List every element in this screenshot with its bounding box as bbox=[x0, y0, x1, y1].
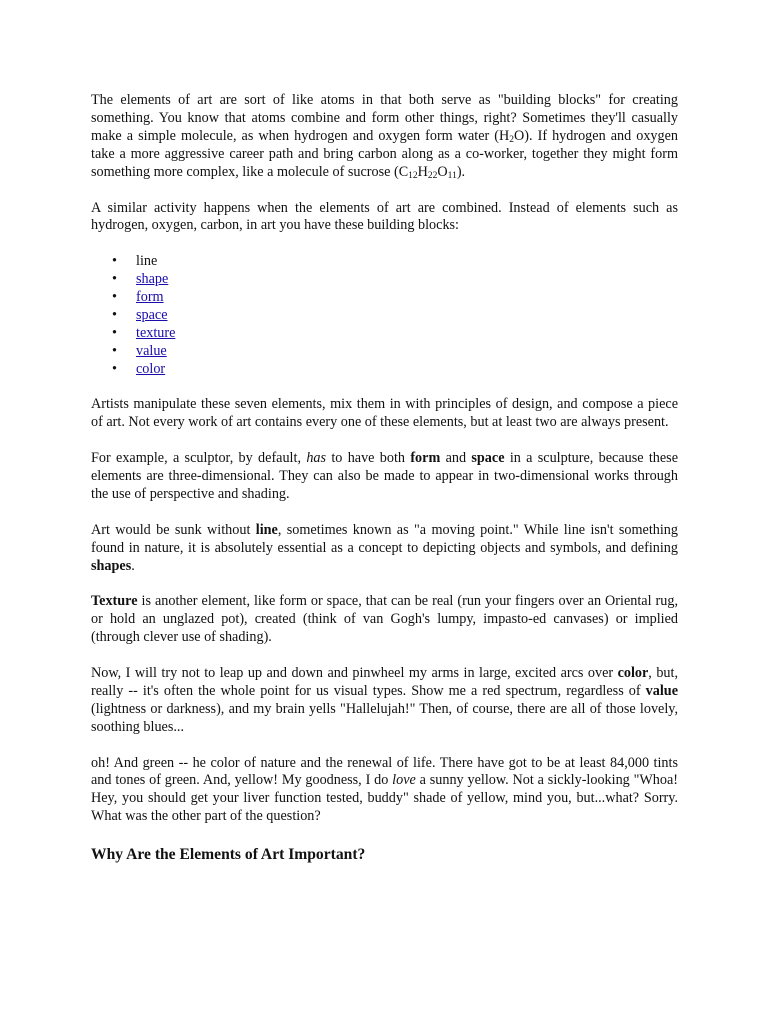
paragraph-line bbox=[91, 522, 678, 576]
paragraph-similar-activity: A similar activity happens when the elements of art are combined. Instead of elements such as hydrogen, oxygen, carbon, in art you have these building blocks: bbox=[91, 199, 678, 234]
paragraph-line-text-a: Art would be sunk without bbox=[91, 521, 256, 538]
list-item-line bbox=[136, 253, 678, 271]
list-item-line-label: line bbox=[136, 253, 158, 270]
paragraph-color-text-b: , but, really -- it's often the whole point for us visual types. Show me a red spectrum, regardless of bbox=[91, 665, 678, 699]
list-item-form bbox=[136, 289, 678, 307]
bold-space: space bbox=[471, 450, 505, 467]
paragraph-green-text-b: a sunny yellow. Not a sickly-looking "Whoa! Hey, you should get your liver function tested, buddy" shade of yellow, mind you, but...what? Sorry. What was the other part of the question? bbox=[91, 772, 678, 825]
link-space[interactable]: space bbox=[136, 307, 168, 324]
paragraph-atoms-text-b: O). If hydrogen and oxygen take a more aggressive career path and bring carbon along as a co-worker, together they might form something more complex, like a molecule of sucrose (C bbox=[91, 127, 678, 180]
paragraph-atoms-text-e: ). bbox=[456, 163, 466, 180]
building-blocks-list bbox=[91, 253, 678, 378]
subscript-water-h2: 2 bbox=[509, 134, 515, 145]
paragraph-atoms bbox=[91, 92, 678, 182]
bold-value: value bbox=[645, 682, 678, 699]
subscript-sucrose-o11: 11 bbox=[447, 170, 457, 181]
list-item-space bbox=[136, 307, 678, 325]
list-item-texture bbox=[136, 325, 678, 343]
paragraph-green bbox=[91, 755, 678, 827]
list-item-color bbox=[136, 361, 678, 379]
link-color[interactable]: color bbox=[136, 360, 166, 377]
section-heading: Why Are the Elements of Art Important? bbox=[91, 846, 366, 864]
link-shape[interactable]: shape bbox=[136, 271, 169, 288]
subscript-sucrose-h22: 22 bbox=[427, 170, 438, 181]
bold-form: form bbox=[410, 450, 441, 467]
paragraph-color-text-c: (lightness or darkness), and my brain yells "Hallelujah!" Then, of course, there are all of those lovely, soothing blues... bbox=[91, 700, 678, 735]
paragraph-atoms-text-a: The elements of art are sort of like atoms in that both serve as "building blocks" for creating something. You know that atoms combine and form other things, right? Sometimes they'll casually make a simple molecule, as when hydrogen and oxygen form water (H bbox=[91, 92, 678, 144]
paragraph-color bbox=[91, 665, 678, 737]
list-item-value bbox=[136, 343, 678, 361]
subscript-sucrose-c12: 12 bbox=[408, 170, 418, 181]
bold-shapes: shapes bbox=[91, 557, 132, 574]
bold-color: color bbox=[617, 665, 649, 681]
paragraph-line-text-b: , sometimes known as "a moving point." While line isn't something found in nature, it is absolutely essential as a concept to depicting objects and symbols, and defining bbox=[91, 521, 678, 556]
paragraph-atoms-text-d: O bbox=[437, 163, 448, 180]
paragraph-sculptor-text-b: to have both bbox=[326, 450, 411, 467]
link-value[interactable]: value bbox=[136, 342, 167, 359]
list-item-shape bbox=[136, 271, 678, 289]
bold-line: line bbox=[255, 521, 278, 538]
paragraph-texture bbox=[91, 593, 678, 647]
paragraph-sculptor bbox=[91, 450, 678, 504]
paragraph-line-text-c: . bbox=[131, 557, 135, 574]
paragraph-texture-text-a: is another element, like form or space, that can be real (run your fingers over an Oriental rug, or hold an unglazed pot), created (think of van Gogh's lumpy, impasto-ed canvases) or implied (through clever use of shading). bbox=[91, 593, 678, 646]
paragraph-green-text-a: oh! And green -- he color of nature and the renewal of life. There have got to be at least 84,000 tints and tones of green. And, yellow! My goodness, I do bbox=[91, 754, 678, 789]
paragraph-artists-manipulate: Artists manipulate these seven elements, mix them in with principles of design, and compose a piece of art. Not every work of art contains every one of these elements, but at least two are always present. bbox=[91, 396, 678, 431]
link-form[interactable]: form bbox=[136, 289, 164, 306]
paragraph-color-text-a: Now, I will try not to leap up and down and pinwheel my arms in large, excited arcs over bbox=[91, 665, 618, 681]
bold-texture: Texture bbox=[91, 593, 138, 610]
paragraph-sculptor-text-c: and bbox=[440, 450, 472, 467]
paragraph-sculptor-text-d: in a sculpture, because these elements are three-dimensional. They can also be made to appear in two-dimensional works through the use of perspective and shading. bbox=[91, 450, 678, 502]
document-page bbox=[91, 92, 678, 865]
paragraph-sculptor-text-a: For example, a sculptor, by default, bbox=[91, 450, 307, 467]
emphasis-has: has bbox=[306, 450, 327, 467]
emphasis-love: love bbox=[392, 772, 416, 789]
paragraph-atoms-text-c: H bbox=[417, 163, 428, 180]
link-texture[interactable]: texture bbox=[136, 324, 176, 341]
